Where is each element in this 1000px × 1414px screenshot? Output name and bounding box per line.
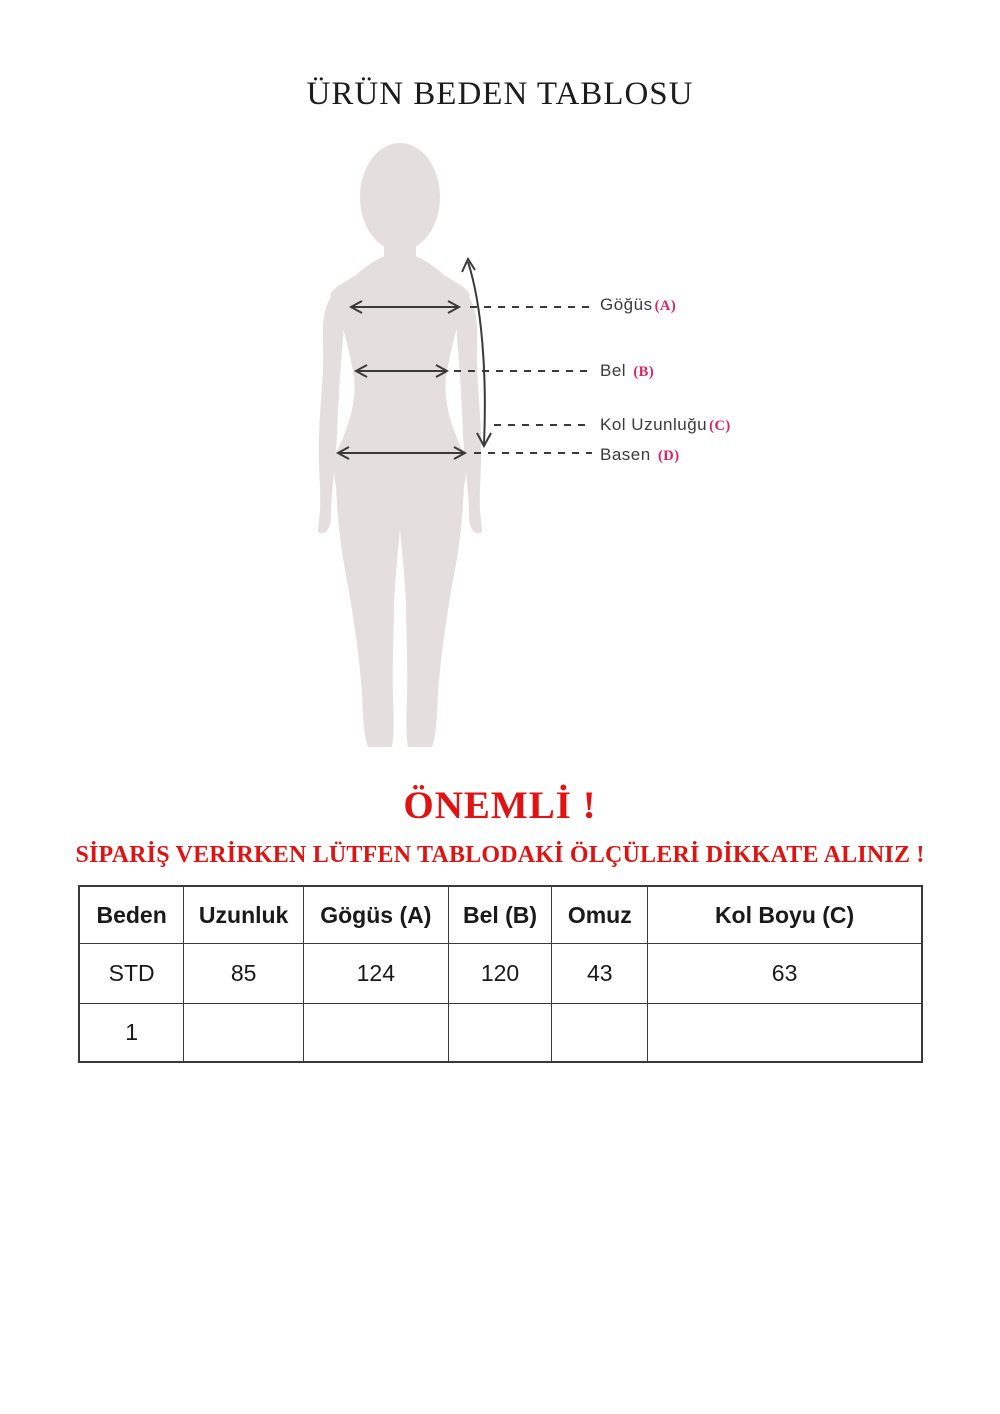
label-hip bbox=[600, 444, 680, 466]
cell-omuz: 43 bbox=[552, 944, 648, 1004]
label-arm-length-marker: (C) bbox=[709, 418, 731, 434]
cell-beden: STD bbox=[79, 944, 184, 1004]
label-arm-length bbox=[600, 414, 731, 436]
female-silhouette bbox=[318, 143, 482, 747]
label-hip-text: Basen bbox=[600, 445, 651, 464]
warning-text: SİPARİŞ VERİRKEN LÜTFEN TABLODAKİ ÖLÇÜLERİ DİKKATE ALINIZ ! bbox=[75, 842, 925, 868]
table-row-1 bbox=[79, 1004, 922, 1063]
label-hip-marker: (D) bbox=[657, 448, 680, 464]
label-arm-length-text: Kol Uzunluğu bbox=[600, 415, 708, 434]
table-row-std bbox=[79, 944, 922, 1004]
cell-omuz bbox=[552, 1004, 648, 1063]
label-waist-marker: (B) bbox=[633, 364, 655, 380]
header-gogus: Gögüs (A) bbox=[303, 886, 448, 944]
cell-bel bbox=[448, 1004, 552, 1063]
header-bel: Bel (B) bbox=[448, 886, 552, 944]
size-table-header-row bbox=[79, 886, 922, 944]
label-chest-marker: (A) bbox=[654, 298, 677, 314]
label-waist-text: Bel bbox=[600, 361, 627, 380]
cell-kol-boyu bbox=[648, 1004, 922, 1063]
size-table bbox=[78, 885, 923, 1063]
label-chest-text: Göğüs bbox=[600, 295, 653, 314]
header-beden: Beden bbox=[79, 886, 184, 944]
cell-beden: 1 bbox=[79, 1004, 184, 1063]
cell-gogus: 124 bbox=[303, 944, 448, 1004]
important-heading: ÖNEMLİ ! bbox=[403, 784, 597, 827]
body-measurement-diagram bbox=[280, 135, 700, 750]
header-kol-boyu: Kol Boyu (C) bbox=[648, 886, 922, 944]
header-omuz: Omuz bbox=[552, 886, 648, 944]
cell-uzunluk bbox=[184, 1004, 304, 1063]
cell-kol-boyu: 63 bbox=[648, 944, 922, 1004]
cell-bel: 120 bbox=[448, 944, 552, 1004]
cell-gogus bbox=[303, 1004, 448, 1063]
label-chest bbox=[600, 294, 676, 316]
page-title: ÜRÜN BEDEN TABLOSU bbox=[306, 76, 694, 112]
label-waist bbox=[600, 360, 654, 382]
cell-uzunluk: 85 bbox=[184, 944, 304, 1004]
header-uzunluk: Uzunluk bbox=[184, 886, 304, 944]
